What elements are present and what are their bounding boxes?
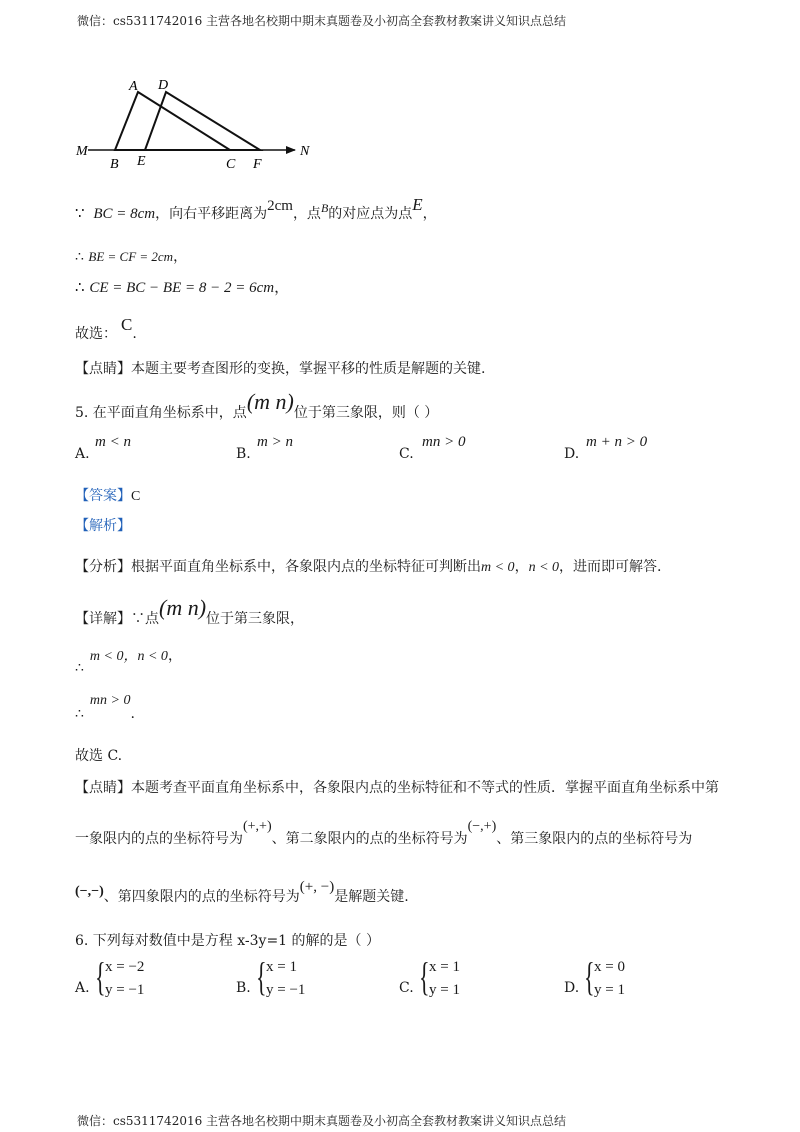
ce-equation: CE = BC − BE = 8 − 2 = 6cm [89,280,275,296]
q6-d-eq1: x = 0 [594,959,625,975]
q4-comment: 【点睛】本题主要考查图形的变换，掌握平移的性质是解题的关键. [75,361,486,377]
sign-quadrant3: (−,−) [75,884,104,899]
label-f: F [253,157,262,172]
q5-option-a-expr: m < n [95,434,131,450]
detail-product: mn > 0 [89,693,131,708]
q4-text4: ， [422,206,437,222]
q6-c-eq2: y = 1 [429,982,460,998]
q6-option-a-label: A. [75,980,90,996]
q6-option-a-system [105,956,144,1002]
q5-options [75,434,775,464]
q6-stem: 6. 下列每对数值中是方程 x-3y=1 的解的是（ ） [75,933,380,949]
q5-detail-line2 [75,645,182,676]
page-footer: 微信：cs5311742016 主营各地名校期中期末真题卷及小初高全套教材教案讲义知识点总结 [77,1114,567,1128]
q6-option-d-label: D. [564,980,580,996]
detail-text-b: 位于第三象限， [206,611,305,627]
detail-inequalities: m < 0，n < 0 [89,649,168,664]
q6-a-eq2: y = −1 [105,982,145,998]
brace-icon: { [419,954,430,999]
detail-line3-end: . [130,706,135,722]
q4-line2 [75,246,187,266]
q5-option-b-expr: m > n [257,434,293,450]
q6-a-eq1: x = −2 [105,959,145,975]
q5-fenxi [75,556,661,576]
translation-figure [70,72,330,172]
triangle-def [145,92,260,150]
page-header: 微信：cs5311742016 主营各地名校期中期末真题卷及小初高全套教材教案讲义知识点总结 [77,14,567,28]
q6-option-b-system [266,956,305,1002]
label-b: B [110,157,119,172]
q5-point: (m n) [246,389,294,414]
therefore-symbol: ∴ [75,249,84,265]
brace-icon: { [256,954,267,999]
label-e: E [137,154,146,169]
q6-b-eq1: x = 1 [266,959,297,975]
q4-line3-end: ， [274,278,290,296]
q5-choose: 故选 C. [75,748,123,764]
label-c: C [226,157,236,172]
therefore-symbol: ∴ [75,706,84,722]
choose-value: C [121,315,133,334]
analysis-tag: 【解析】 [75,518,131,534]
label-a: A [129,79,138,94]
detail-text-a: 【详解】∵点 [75,611,159,627]
q5-comment-line2 [75,815,693,847]
q5-stem-b: 位于第三象限，则（ ） [293,405,439,421]
label-m: M [76,144,88,159]
q5-option-d-expr: m + n > 0 [586,434,648,450]
therefore-symbol: ∴ [75,660,84,676]
point-e: E [412,195,423,214]
answer-value: C [131,489,141,504]
q5-answer [75,485,140,505]
detail-line2-end: ， [167,648,182,664]
q4-text1: ，向右平移距离为 [155,206,268,222]
q5-detail-line3 [75,692,135,722]
brace-icon: { [95,954,106,999]
sign-quadrant4: (+, −) [299,879,335,895]
label-n: N [300,144,310,159]
q5-stem-a: 5. 在平面直角坐标系中，点 [75,405,247,421]
fenxi-n: n < 0 [528,560,560,575]
q6-c-eq1: x = 1 [429,959,460,975]
q5-stem [75,389,439,421]
bc-equation: BC = 8cm [93,206,156,222]
q4-line1 [75,195,437,223]
label-d: D [158,78,169,93]
q6-option-c-system [429,956,460,1002]
q4-text2: ，点 [292,206,321,222]
comment3-text-b: 是解题关键. [334,889,409,905]
be-cf-equation: BE = CF = 2cm [88,249,174,264]
q5-option-b-label: B. [236,446,251,462]
q5-option-c-label: C. [399,446,414,462]
q5-comment-line3 [75,879,409,905]
arrow-n [286,146,296,154]
brace-icon: { [584,954,595,999]
answer-tag: 【答案】 [75,488,131,504]
q4-line2-end: ， [173,249,188,265]
q6-b-eq2: y = −1 [266,982,306,998]
comment2-text-a: 一象限内的点的坐标符号为 [75,831,243,847]
q6-option-d-system [594,956,625,1002]
sign-quadrant1: (+,+) [243,819,272,834]
fenxi-m: m < 0 [481,560,515,575]
q4-choose [75,315,137,342]
q5-option-d-label: D. [564,446,580,462]
comment2-text-b: 、第二象限内的点的坐标符号为 [271,831,468,847]
q6-options [75,955,775,1010]
q4-line3 [75,276,289,297]
q4-text3: 的对应点为点 [328,206,413,222]
because-symbol: ∵ [75,204,85,222]
fenxi-text-a: 【分析】根据平面直角坐标系中，各象限内点的坐标特征可判断出 [75,559,481,575]
point-b: B [320,201,329,215]
distance-value: 2cm [267,198,293,214]
detail-point: (m n) [159,595,207,620]
comment2-text-c: 、第三象限内的点的坐标符号为 [496,831,693,847]
fenxi-sep: ， [514,559,529,575]
q5-option-c-expr: mn > 0 [422,434,466,450]
q6-d-eq2: y = 1 [594,982,625,998]
q5-option-a-label: A. [75,446,90,462]
q6-option-b-label: B. [236,980,251,996]
q5-detail [75,595,305,627]
q6-option-c-label: C. [399,980,414,996]
comment3-text-a: 、第四象限内的点的坐标符号为 [103,889,300,905]
therefore-symbol: ∴ [75,278,85,296]
choose-label: 故选： [75,326,117,342]
q5-comment-line1: 【点睛】本题考查平面直角坐标系中，各象限内点的坐标特征和不等式的性质．掌握平面直角坐标系中第 [75,780,719,796]
choose-end: . [132,326,137,342]
fenxi-text-b: ，进而即可解答. [559,559,662,575]
sign-quadrant2: (−,+) [467,819,497,834]
